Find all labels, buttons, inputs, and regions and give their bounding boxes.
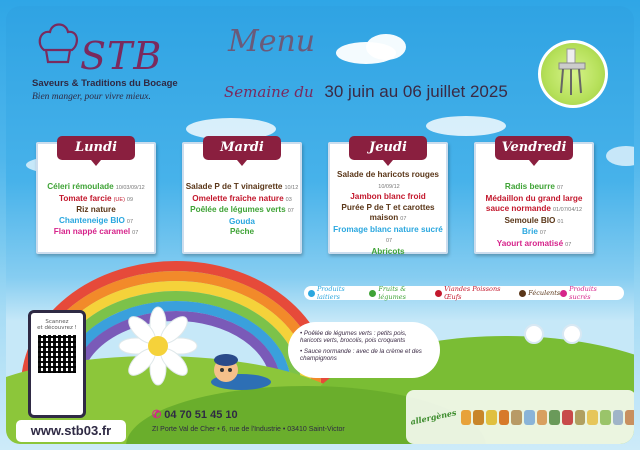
menu-item xyxy=(476,239,592,251)
menu-item xyxy=(38,227,154,239)
menu-item-origin: (UE) xyxy=(113,196,125,203)
menu-item xyxy=(330,225,446,236)
day-header: Jeudi xyxy=(349,136,427,160)
allergen-icon xyxy=(524,410,535,425)
brand-tagline: Bien manger, pour vivre mieux. xyxy=(32,92,151,102)
day-header: Mardi xyxy=(203,136,281,160)
menu-item-text: Purée P de T et carottes xyxy=(341,202,435,212)
menu-item xyxy=(476,204,592,216)
menu-item-text: Yaourt aromatisé xyxy=(496,238,564,248)
info-note: • Sauce normande : avec de la crème et des champignons xyxy=(300,348,422,362)
allergen-codes: 09 xyxy=(126,196,134,203)
menu-item xyxy=(184,194,300,206)
brand-logo xyxy=(22,16,202,106)
day-card-lundi xyxy=(36,142,156,254)
food-group-legend xyxy=(304,286,624,300)
legend-label: Produits laitiers xyxy=(316,285,345,301)
cutlery-icon xyxy=(538,40,608,108)
allergen-icon xyxy=(537,410,548,425)
menu-item xyxy=(330,213,446,225)
menu-item-text: Médaillon du grand large xyxy=(485,193,583,203)
menu-item-text: Abricots xyxy=(371,246,405,256)
mascot-illustration xyxy=(206,352,276,392)
allergen-icon xyxy=(473,410,484,425)
allergen-icon xyxy=(499,410,510,425)
allergen-icon xyxy=(613,410,624,425)
legend-dot-icon xyxy=(369,290,376,297)
legend-label: Féculents xyxy=(528,289,561,297)
phone-text: 04 70 51 45 10 xyxy=(164,409,238,421)
legend-item xyxy=(369,285,435,301)
menu-item xyxy=(330,192,446,203)
menu-item xyxy=(38,182,154,194)
menu-item-text: Riz nature xyxy=(76,205,116,214)
menu-item-text: Brie xyxy=(521,227,538,236)
brand-subtitle: Saveurs & Traditions du Bocage xyxy=(32,78,178,89)
menu-item-text: Jambon blanc froid xyxy=(350,192,426,201)
legend-dot-icon xyxy=(435,290,442,297)
menu-item xyxy=(476,194,592,205)
menu-item xyxy=(330,235,446,247)
allergen-icon xyxy=(461,410,472,425)
menu-item xyxy=(184,227,300,238)
allergen-codes: 07 xyxy=(400,216,407,222)
legend-item xyxy=(435,285,519,301)
allergen-codes: 07 xyxy=(565,241,572,248)
menu-item-text: Pêche xyxy=(229,227,255,236)
menu-item-text: maison xyxy=(369,213,399,222)
allergen-strip xyxy=(406,390,634,444)
menu-item-text: Chanteneige BIO xyxy=(58,215,125,225)
menu-title: Menu xyxy=(228,24,316,59)
qr-line1: Scannez xyxy=(45,319,69,325)
cloud xyxy=(426,116,506,136)
menu-item-text: Semoule BIO xyxy=(504,215,556,225)
qr-code-icon[interactable] xyxy=(38,335,76,373)
chef-hat-icon xyxy=(36,20,80,66)
menu-item-text: Omelette fraîche nature xyxy=(192,193,284,203)
menu-poster xyxy=(6,6,634,444)
menu-item xyxy=(330,203,446,214)
allergen-icon xyxy=(511,410,522,425)
menu-item-text: Salade de haricots rouges xyxy=(337,170,439,179)
legend-label: Viandes Poissons Œufs xyxy=(444,285,501,301)
cloud xyxy=(606,146,634,166)
allergen-codes: 01/07/04/12 xyxy=(553,207,583,213)
allergen-codes: 01 xyxy=(557,218,564,225)
legend-item xyxy=(560,285,620,301)
cooking-pot-icon xyxy=(524,324,544,344)
week-label: Semaine du xyxy=(224,83,314,101)
day-card-vendredi xyxy=(474,142,594,254)
legend-label: Fruits & légumes xyxy=(378,285,406,301)
menu-item xyxy=(330,181,446,193)
menu-item xyxy=(476,227,592,239)
allergen-label: allergènes xyxy=(409,407,458,427)
menu-item xyxy=(330,170,446,181)
allergen-codes: 10/03/09/12 xyxy=(115,185,145,191)
menu-item-text: Céleri rémoulade xyxy=(47,182,114,191)
phone-number[interactable] xyxy=(152,408,238,421)
menu-item-text: Salade P de T vinaigrette xyxy=(185,182,283,191)
allergen-icon xyxy=(549,410,560,425)
day-header: Vendredi xyxy=(495,136,573,160)
allergen-codes: 10/12 xyxy=(284,185,299,191)
legend-dot-icon xyxy=(560,290,567,297)
menu-item-text: sauce normande xyxy=(485,204,551,213)
menu-item-text: Poêlée de légumes verts xyxy=(190,205,286,214)
legend-item xyxy=(308,285,369,301)
menu-item xyxy=(476,216,592,228)
info-bubble xyxy=(288,322,440,378)
phone-icon: ✆ xyxy=(152,409,162,421)
allergen-icon xyxy=(575,410,586,425)
website-link[interactable]: www.stb03.fr xyxy=(16,420,126,442)
address: ZI Porte Val de Cher • 6, rue de l'Industrie • 03410 Saint-Victor xyxy=(152,426,345,433)
legend-dot-icon xyxy=(308,290,315,297)
allergen-codes: 10/09/12 xyxy=(378,183,400,190)
menu-item xyxy=(184,182,300,194)
day-card-jeudi xyxy=(328,142,448,254)
week-range xyxy=(224,82,508,102)
menu-item-text: Fromage blanc nature sucré xyxy=(333,224,443,234)
menu-item-text: Gouda xyxy=(229,216,255,226)
daisy-flower-illustration xyxy=(118,306,198,386)
menu-item xyxy=(38,194,154,206)
menu-item-text: Radis beurre xyxy=(504,182,555,191)
allergen-codes: 07 xyxy=(539,230,547,236)
kitchen-appliance-icon xyxy=(562,324,582,344)
legend-label: Produits sucrés xyxy=(569,285,597,301)
qr-line2: et découvrez ! xyxy=(37,325,77,331)
allergen-icon xyxy=(625,410,634,425)
menu-item xyxy=(38,216,154,228)
menu-item-text: Flan nappé caramel xyxy=(53,227,131,236)
allergen-codes: 07 xyxy=(132,230,139,236)
allergen-icon xyxy=(600,410,611,425)
qr-code-panel[interactable] xyxy=(28,310,86,418)
menu-item xyxy=(38,205,154,216)
day-header: Lundi xyxy=(57,136,135,160)
cloud xyxy=(366,34,406,60)
allergen-codes: 07 xyxy=(287,208,294,214)
menu-item-text: Tomate farcie xyxy=(58,193,112,203)
menu-item xyxy=(330,247,446,258)
info-note: • Poêlée de légumes verts : petits pois, haricots verts, brocolis, pois croquants xyxy=(300,330,407,344)
allergen-codes: 07 xyxy=(126,218,134,225)
legend-dot-icon xyxy=(519,290,526,297)
allergen-codes: 07 xyxy=(385,238,393,244)
legend-item xyxy=(519,289,560,297)
allergen-icon xyxy=(587,410,598,425)
menu-item xyxy=(184,217,300,228)
allergen-icon xyxy=(562,410,573,425)
menu-item xyxy=(476,182,592,194)
day-card-mardi xyxy=(182,142,302,254)
allergen-codes: 07 xyxy=(556,185,564,191)
allergen-codes: 03 xyxy=(285,196,292,203)
week-dates: 30 juin au 06 juillet 2025 xyxy=(324,82,508,101)
menu-item xyxy=(184,205,300,217)
logo-text: STB xyxy=(80,34,163,78)
allergen-icon xyxy=(486,410,497,425)
